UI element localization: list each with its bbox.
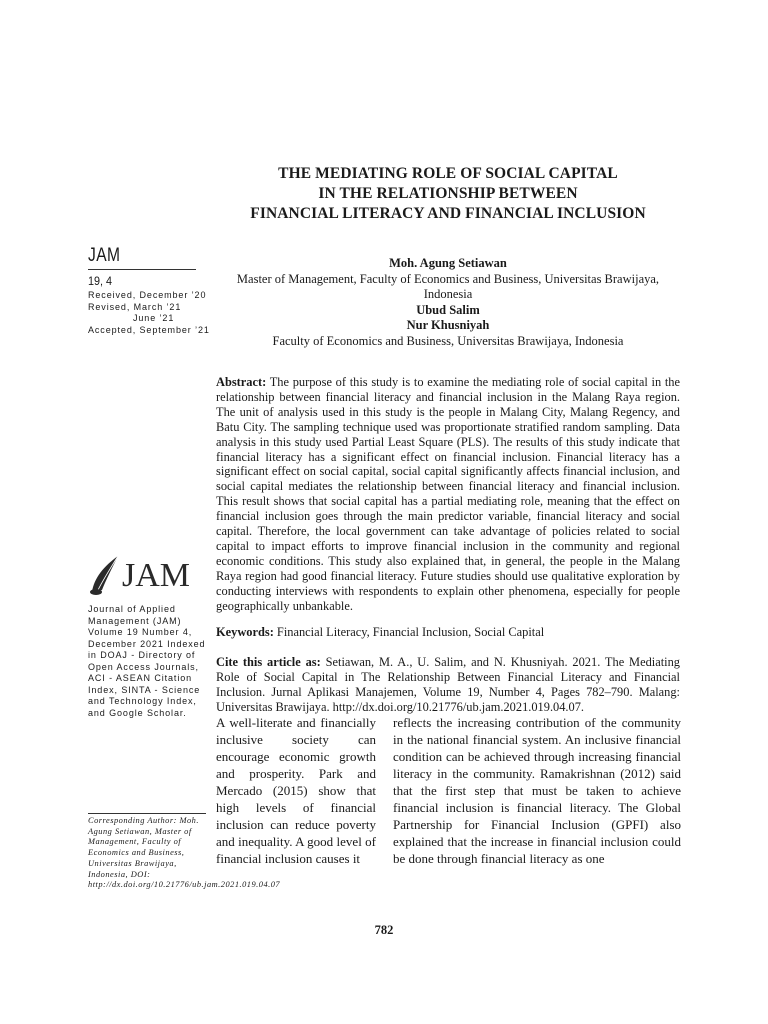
affiliation-1-line-2: Indonesia — [423, 287, 473, 301]
corresponding-author-note: Corresponding Author: Moh. Agung Setiawan, Master of Management, Faculty of Economics and Business, Universitas Brawijaya, Indonesia, DOI: http://dx.doi.org/10.21776/ub.jam.2021.019.04.07 — [88, 813, 206, 891]
affiliation-2: Faculty of Economics and Business, Universitas Brawijaya, Indonesia — [272, 333, 624, 348]
journal-info: Journal of Applied Management (JAM) Volume 19 Number 4, December 2021 Indexed in DOAJ - Directory of Open Access Journals, ACI - ASEAN Citation Index, SINTA - Science and Technology Index, and Google Scholar. — [88, 604, 206, 718]
author-1: Moh. Agung Setiawan — [389, 256, 507, 270]
jam-logo — [88, 548, 198, 596]
title-line-2: IN THE RELATIONSHIP BETWEEN — [318, 185, 578, 202]
author-2: Ubud Salim — [416, 302, 480, 317]
author-block — [216, 256, 680, 349]
abstract-label: Abstract: — [216, 375, 267, 389]
received-date: Received, December ’20 — [88, 290, 207, 300]
body-column-1: A well-literate and financially inclusive society can encourage economic growth and prosperity. Park and Mercado (2015) show that high levels of financial inclusion can reduce poverty and inequality. A good level of financial inclusion causes it — [216, 715, 376, 866]
keywords — [216, 625, 680, 640]
keywords-text: Financial Literacy, Financial Inclusion, Social Capital — [273, 625, 545, 639]
citation — [216, 655, 680, 715]
accepted-date: Accepted, September ’21 — [88, 324, 210, 335]
abstract-text: The purpose of this study is to examine the mediating role of social capital in the relationship between financial literacy and financial inclusion in the Malang Raya region. The unit of analysis used in this study is the people in Malang City, Malang Regency, and Batu City. The sampling technique used was proportionate stratified random sampling. Data analysis in this study used Partial Least Square (PLS). The results of this study indicate that financial literacy has a significant effect on financial inclusion. Financial literacy has a significant effect on social capital, social capital significantly affects financial inclusion, and social capital mediates the relationship between financial literacy and financial inclusion. This result shows that social capital has a partial mediating role, meaning that the effect on financial inclusion goes through the main predictor variable, financial literacy and social capital. Therefore, the local government can take advantage of policies related to social capital to impact efforts to improve financial inclusion in the community and regional economic conditions. This study also explained that, in general, the people in the Malang Raya region had good financial literacy. Future studies should use qualitative exploration by conducting interviews with respondents to explain other phenomena, especially for people geographically unbankable. — [216, 375, 680, 613]
revised-date-2: June ’21 — [133, 313, 175, 323]
body-column-2: reflects the increasing contribution of the community in the national financial system. An inclusive financial condition can be achieved through increasing financial literacy in the community. Ramakrishnan (2012) said that the first step that must be taken to achieve financial inclusion is financial literacy. The Global Partnership for Financial Inclusion (GPFI) also explained that the increase in financial inclusion could be done through financial literacy as one — [393, 715, 681, 866]
title-line-3: FINANCIAL LITERACY AND FINANCIAL INCLUSION — [250, 205, 646, 222]
paper-title — [200, 164, 696, 224]
journal-abbreviation: JAM — [88, 245, 121, 266]
page-number: 782 — [374, 923, 394, 937]
author-3: Nur Khusniyah — [406, 318, 490, 332]
logo-wordmark: JAM — [122, 557, 191, 594]
abstract — [216, 375, 680, 614]
journal-sidebar — [88, 244, 208, 336]
citation-text: Setiawan, M. A., U. Salim, and N. Khusniyah. 2021. The Mediating Role of Social Capital in The Relationship Between Financial Literacy and Financial Inclusion. Jurnal Aplikasi Manajemen, Volume 19, Number 4, Pages 782–790. Malang: Universitas Brawijaya. http://dx.doi.org/10.21776/ub.jam.2021.019.04.07. — [216, 655, 680, 714]
title-line-1: THE MEDIATING ROLE OF SOCIAL CAPITAL — [278, 165, 618, 182]
citation-label: Cite this article as: — [216, 655, 321, 669]
keywords-label: Keywords: — [216, 625, 274, 639]
revised-date: Revised, March ’21 — [88, 301, 182, 312]
quill-ink-icon — [90, 556, 118, 595]
volume-issue: 19, 4 — [88, 269, 196, 288]
affiliation-1-line-1: Master of Management, Faculty of Economics and Business, Universitas Brawijaya, — [236, 271, 660, 286]
